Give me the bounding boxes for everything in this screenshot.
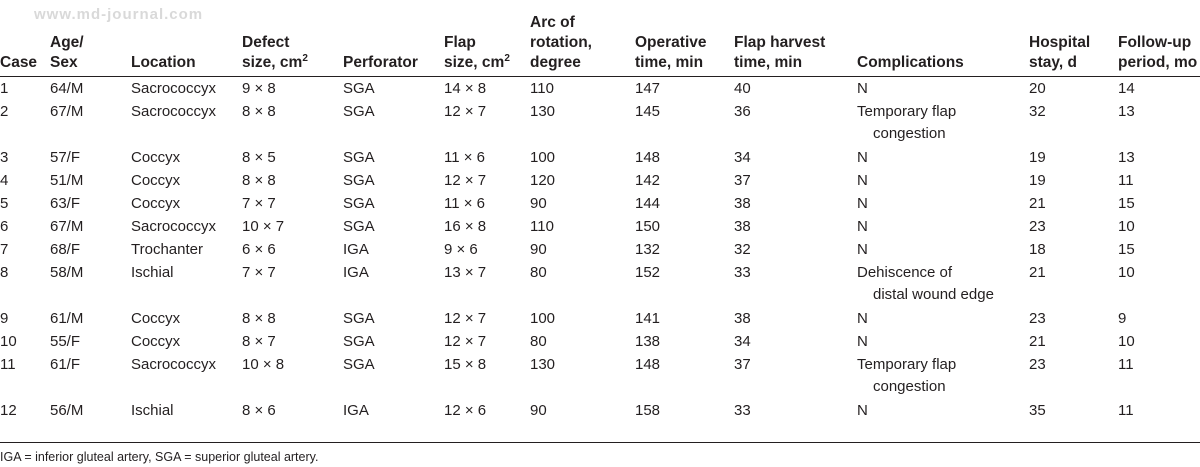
header-line [857, 33, 1029, 53]
table-cell-optime: 148 [635, 148, 661, 166]
header-line [131, 53, 242, 73]
table-cell-location: Ischial [131, 401, 174, 419]
header-text: Location [131, 53, 196, 71]
header-line [734, 53, 857, 73]
table-cell-arc: 130 [530, 102, 556, 120]
column-header [530, 0, 635, 76]
table-cell-stay: 20 [1029, 79, 1046, 97]
table-cell-agesex: 57/F [50, 148, 81, 166]
table-cell-perforator: IGA [343, 263, 369, 281]
table-cell-comp [857, 169, 1029, 192]
header-text: Sex [50, 53, 78, 71]
header-text: size, cm [242, 53, 303, 71]
complication-line: Dehiscence of [857, 263, 953, 281]
header-line [50, 53, 131, 73]
table-cell-stay: 23 [1029, 217, 1046, 235]
table-cell-location: Trochanter [131, 240, 203, 258]
header-text: period, mo [1118, 53, 1198, 71]
column-header [242, 0, 343, 76]
table-cell-followup: 11 [1118, 401, 1134, 419]
table-cell-followup: 15 [1118, 194, 1135, 212]
table-cell-flap: 15 × 8 [444, 355, 487, 373]
header-line [1029, 53, 1118, 73]
table-cell-flap: 12 × 6 [444, 401, 487, 419]
header-line [242, 53, 343, 73]
table-cell-agesex: 58/M [50, 263, 84, 281]
table-cell-harvest: 33 [734, 263, 751, 281]
header-text: Case [0, 53, 38, 71]
header-line [242, 13, 343, 33]
header-line: Arc of [530, 13, 575, 31]
table-cell-case: 9 [0, 309, 9, 327]
header-line: Flap harvest [734, 33, 826, 51]
table-cell-case: 2 [0, 102, 9, 120]
complication-line: N [857, 171, 868, 189]
table-cell-perforator: SGA [343, 217, 375, 235]
header-line [635, 53, 734, 73]
table-body [0, 76, 1200, 424]
table-cell-optime: 148 [635, 355, 661, 373]
table-cell-followup: 9 [1118, 309, 1127, 327]
complication-line: N [857, 401, 868, 419]
table-cell-flap: 16 × 8 [444, 217, 487, 235]
column-header [734, 0, 857, 76]
header-line: Follow-up [1118, 33, 1192, 51]
table-cell-flap: 11 × 6 [444, 148, 486, 166]
complication-line: N [857, 79, 868, 97]
header-line [0, 33, 50, 53]
table-cell-arc: 90 [530, 194, 547, 212]
column-header [1029, 0, 1118, 76]
table-cell-optime: 132 [635, 240, 661, 258]
table-cell-location: Coccyx [131, 148, 181, 166]
table-cell-arc: 100 [530, 148, 556, 166]
table-cell-arc: 80 [530, 332, 547, 350]
header-line: rotation, [530, 33, 592, 51]
complication-line: N [857, 309, 868, 327]
column-header [0, 0, 50, 76]
table-cell-followup: 14 [1118, 79, 1135, 97]
table-cell-case: 8 [0, 263, 9, 281]
table-cell-arc: 110 [530, 79, 554, 97]
table-cell-defect: 8 × 6 [242, 401, 276, 419]
header-line [343, 53, 444, 73]
complication-line: congestion [873, 124, 946, 142]
table-cell-arc: 80 [530, 263, 547, 281]
header-line: Flap [444, 33, 476, 51]
table-row [0, 76, 1200, 100]
table-cell-perforator: SGA [343, 309, 375, 327]
table-cell-optime: 141 [635, 309, 661, 327]
header-row [0, 0, 1200, 76]
header-superscript: 2 [302, 52, 308, 64]
header-line [857, 53, 1029, 73]
table-cell-flap: 12 × 7 [444, 332, 487, 350]
table-cell-perforator: SGA [343, 355, 375, 373]
table-cell-flap: 13 × 7 [444, 263, 487, 281]
table-row [0, 399, 1200, 424]
table-cell-stay: 19 [1029, 171, 1046, 189]
column-header [131, 0, 242, 76]
column-header [343, 0, 444, 76]
header-text: size, cm [444, 53, 505, 71]
table-cell-defect: 8 × 8 [242, 309, 276, 327]
table-cell-defect: 8 × 7 [242, 332, 276, 350]
table-cell-harvest: 38 [734, 194, 751, 212]
table-row [0, 330, 1200, 353]
table-cell-perforator: SGA [343, 148, 375, 166]
complication-line: N [857, 194, 868, 212]
table-cell-optime: 152 [635, 263, 661, 281]
column-header [857, 0, 1029, 76]
table-cell-comp [857, 261, 1029, 307]
table-cell-flap: 12 × 7 [444, 171, 487, 189]
table-cell-agesex: 51/M [50, 171, 84, 189]
table-cell-defect: 10 × 8 [242, 355, 285, 373]
table-cell-case: 3 [0, 148, 9, 166]
header-line [0, 13, 50, 33]
table-cell-case: 11 [0, 355, 16, 373]
table-cell-optime: 150 [635, 217, 661, 235]
table-cell-perforator: SGA [343, 194, 375, 212]
table-row [0, 192, 1200, 215]
header-line: Defect [242, 33, 290, 51]
table-cell-comp [857, 238, 1029, 261]
table-cell-defect: 8 × 8 [242, 102, 276, 120]
table-row [0, 353, 1200, 399]
header-line: Hospital [1029, 33, 1091, 51]
table-cell-harvest: 40 [734, 79, 751, 97]
table-cell-harvest: 36 [734, 102, 751, 120]
table-cell-followup: 10 [1118, 263, 1135, 281]
header-text: degree [530, 53, 581, 71]
table-cell-perforator: SGA [343, 332, 375, 350]
table-cell-flap: 14 × 8 [444, 79, 487, 97]
table-cell-comp [857, 330, 1029, 353]
table-cell-comp [857, 76, 1029, 100]
table-cell-optime: 145 [635, 102, 661, 120]
table-cell-flap: 12 × 7 [444, 309, 487, 327]
table-cell-harvest: 38 [734, 309, 751, 327]
header-text: Complications [857, 53, 964, 71]
table-cell-comp [857, 100, 1029, 146]
table-cell-optime: 142 [635, 171, 661, 189]
table-cell-case: 12 [0, 401, 17, 419]
table-cell-harvest: 32 [734, 240, 751, 258]
table-cell-stay: 19 [1029, 148, 1046, 166]
table-cell-perforator: SGA [343, 102, 375, 120]
complication-line: distal wound edge [873, 285, 994, 303]
table-cell-location: Sacrococcyx [131, 79, 217, 97]
table-cell-harvest: 37 [734, 171, 751, 189]
table-cell-defect: 8 × 5 [242, 148, 276, 166]
table-cell-location: Coccyx [131, 171, 181, 189]
table-row [0, 215, 1200, 238]
table-cell-stay: 21 [1029, 194, 1046, 212]
table-cell-followup: 10 [1118, 332, 1135, 350]
table-cell-optime: 144 [635, 194, 661, 212]
table-cell-followup: 10 [1118, 217, 1135, 235]
table-cell-location: Ischial [131, 263, 174, 281]
table-cell-stay: 21 [1029, 263, 1046, 281]
table-cell-harvest: 37 [734, 355, 751, 373]
table-cell-agesex: 63/F [50, 194, 81, 212]
table-cell-stay: 32 [1029, 102, 1046, 120]
table-row [0, 100, 1200, 146]
table-cell-case: 5 [0, 194, 9, 212]
table-cell-case: 6 [0, 217, 9, 235]
table-cell-defect: 7 × 7 [242, 263, 276, 281]
table-cell-optime: 147 [635, 79, 661, 97]
column-header [50, 0, 131, 76]
table-cell-perforator: SGA [343, 171, 375, 189]
table-cell-case: 4 [0, 171, 9, 189]
table-cell-location: Coccyx [131, 309, 181, 327]
table-cell-comp [857, 146, 1029, 169]
header-line [635, 13, 734, 33]
table-cell-comp [857, 192, 1029, 215]
table-cell-followup: 13 [1118, 102, 1135, 120]
table-cell-agesex: 55/F [50, 332, 81, 350]
table-cell-case: 7 [0, 240, 9, 258]
header-line [1118, 53, 1200, 73]
table-cell-defect: 7 × 7 [242, 194, 276, 212]
table-cell-arc: 100 [530, 309, 556, 327]
complication-line: Temporary flap [857, 102, 957, 120]
table-cell-agesex: 67/M [50, 217, 84, 235]
header-line [131, 13, 242, 33]
table-cell-agesex: 61/M [50, 309, 84, 327]
header-line [1118, 13, 1200, 33]
header-text: Perforator [343, 53, 418, 71]
table-row [0, 169, 1200, 192]
table-cell-agesex: 56/M [50, 401, 84, 419]
header-text: time, min [734, 53, 803, 71]
table-cell-harvest: 33 [734, 401, 751, 419]
table-cell-comp [857, 307, 1029, 330]
header-line [734, 13, 857, 33]
table-cell-defect: 10 × 7 [242, 217, 285, 235]
table-cell-agesex: 61/F [50, 355, 81, 373]
watermark: www.md-journal.com [34, 6, 204, 23]
table-cell-stay: 35 [1029, 401, 1046, 419]
column-header [635, 0, 734, 76]
table-row [0, 307, 1200, 330]
table-cell-perforator: SGA [343, 79, 375, 97]
table-cell-followup: 15 [1118, 240, 1135, 258]
table-cell-followup: 11 [1118, 355, 1134, 373]
table-cell-location: Coccyx [131, 194, 181, 212]
table-cell-defect: 8 × 8 [242, 171, 276, 189]
table-cell-flap: 11 × 6 [444, 194, 486, 212]
header-text: time, min [635, 53, 704, 71]
header-line [530, 53, 635, 73]
table-bottom-rule [0, 442, 1200, 443]
header-superscript: 2 [504, 52, 510, 64]
table-cell-arc: 110 [530, 217, 554, 235]
table-cell-harvest: 34 [734, 148, 751, 166]
table-row [0, 238, 1200, 261]
table-cell-harvest: 34 [734, 332, 751, 350]
table-cell-arc: 90 [530, 240, 547, 258]
header-line [343, 33, 444, 53]
table-cell-arc: 90 [530, 401, 547, 419]
table-row [0, 146, 1200, 169]
table-cell-agesex: 68/F [50, 240, 81, 258]
header-line [131, 33, 242, 53]
table-cell-location: Sacrococcyx [131, 355, 217, 373]
table-cell-stay: 23 [1029, 355, 1046, 373]
header-line [1029, 13, 1118, 33]
complication-line: N [857, 148, 868, 166]
table-cell-location: Sacrococcyx [131, 102, 217, 120]
header-line [50, 13, 131, 33]
table-cell-flap: 9 × 6 [444, 240, 478, 258]
header-line [0, 53, 50, 73]
table-cell-comp [857, 399, 1029, 424]
table-cell-followup: 13 [1118, 148, 1135, 166]
table-cell-location: Sacrococcyx [131, 217, 217, 235]
table-cell-optime: 138 [635, 332, 661, 350]
column-header [444, 0, 530, 76]
table-cell-case: 10 [0, 332, 17, 350]
table-cell-optime: 158 [635, 401, 661, 419]
table-cell-flap: 12 × 7 [444, 102, 487, 120]
table-cell-comp [857, 353, 1029, 399]
table-cell-defect: 6 × 6 [242, 240, 276, 258]
table-cell-followup: 11 [1118, 171, 1134, 189]
table-cell-perforator: IGA [343, 240, 369, 258]
complication-line: congestion [873, 377, 946, 395]
table-cell-agesex: 67/M [50, 102, 84, 120]
header-text: stay, d [1029, 53, 1077, 71]
header-line [444, 13, 530, 33]
table-cell-agesex: 64/M [50, 79, 84, 97]
table-row [0, 261, 1200, 307]
complication-line: N [857, 217, 868, 235]
complication-line: N [857, 332, 868, 350]
header-line: Age/ [50, 33, 84, 51]
table-cell-stay: 21 [1029, 332, 1046, 350]
table-cell-arc: 130 [530, 355, 556, 373]
table-cell-arc: 120 [530, 171, 556, 189]
table-cell-case: 1 [0, 79, 9, 97]
table-cell-location: Coccyx [131, 332, 181, 350]
header-line: Operative [635, 33, 707, 51]
table-cell-harvest: 38 [734, 217, 751, 235]
table-footnote: IGA = inferior gluteal artery, SGA = superior gluteal artery. [0, 450, 319, 464]
table-cell-perforator: IGA [343, 401, 369, 419]
table-cell-comp [857, 215, 1029, 238]
table-cell-stay: 23 [1029, 309, 1046, 327]
header-line [444, 53, 530, 73]
header-line [857, 13, 1029, 33]
header-line [343, 13, 444, 33]
table-cell-stay: 18 [1029, 240, 1046, 258]
complication-line: N [857, 240, 868, 258]
column-header [1118, 0, 1200, 76]
table-cell-defect: 9 × 8 [242, 79, 276, 97]
complication-line: Temporary flap [857, 355, 957, 373]
